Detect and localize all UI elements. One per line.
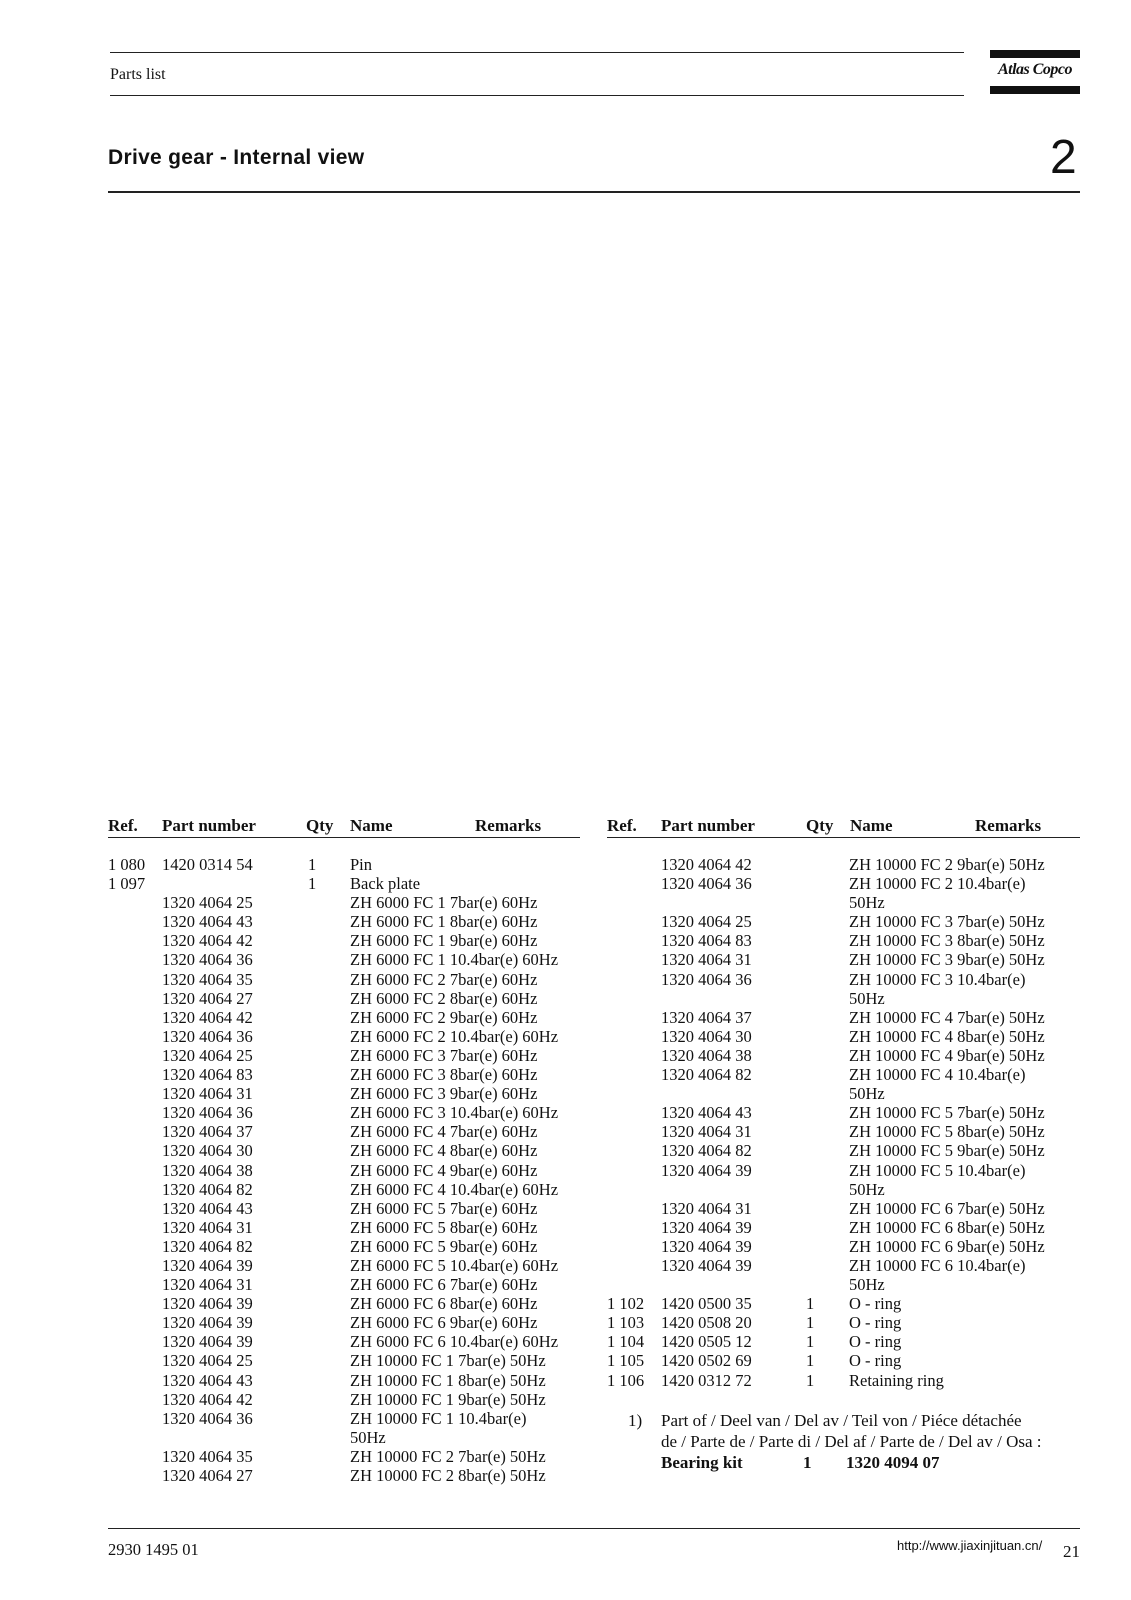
right-header-name: Name (850, 816, 893, 835)
name-cell: ZH 6000 FC 4 8bar(e) 60Hz (350, 1141, 538, 1161)
part-number-cell: 1320 4064 31 (162, 1217, 253, 1237)
name-cell: ZH 6000 FC 6 10.4bar(e) 60Hz (350, 1332, 559, 1352)
left-header-qty: Qty (306, 816, 334, 835)
name-cell: ZH 10000 FC 5 7bar(e) 50Hz (849, 1103, 1045, 1123)
name-cell: ZH 6000 FC 6 7bar(e) 60Hz (350, 1275, 538, 1295)
part-number-cell: 1320 4064 42 (162, 931, 253, 951)
part-number-cell: 1320 4064 39 (661, 1217, 752, 1237)
name-cell: ZH 10000 FC 4 7bar(e) 50Hz (849, 1007, 1045, 1027)
section-number: 2 (1050, 131, 1077, 184)
table-row (607, 931, 1087, 950)
name-cell: ZH 6000 FC 2 10.4bar(e) 60Hz (350, 1026, 559, 1046)
part-number-cell: 1420 0314 54 (162, 855, 253, 874)
part-number-cell: 1320 4064 82 (661, 1065, 752, 1085)
table-row (607, 1313, 1087, 1332)
table-row (108, 1141, 588, 1160)
name-cell: 50Hz (849, 1084, 885, 1104)
name-cell: 50Hz (849, 893, 885, 913)
name-cell: O - ring (849, 1351, 902, 1371)
logo-bottom-bar (990, 86, 1080, 94)
name-cell: ZH 6000 FC 5 7bar(e) 60Hz (350, 1198, 538, 1218)
part-number-cell: 1320 4064 39 (661, 1255, 752, 1275)
name-cell: ZH 6000 FC 3 10.4bar(e) 60Hz (350, 1103, 559, 1123)
part-number-cell: 1320 4064 27 (162, 1466, 253, 1485)
right-header-part-number: Part number (661, 816, 755, 835)
name-cell: ZH 10000 FC 3 8bar(e) 50Hz (849, 931, 1045, 951)
part-number-cell: 1320 4064 37 (162, 1122, 253, 1142)
footnote-mark: 1) (628, 1411, 643, 1430)
part-number-cell: 1420 0505 12 (661, 1332, 752, 1352)
table-row (108, 1371, 588, 1390)
table-row (607, 893, 1087, 912)
table-row (607, 1256, 1087, 1275)
left-header-name: Name (350, 816, 393, 835)
part-number-cell: 1320 4064 35 (162, 969, 253, 989)
ref-cell: 1 097 (108, 874, 146, 894)
name-cell: ZH 6000 FC 5 9bar(e) 60Hz (350, 1236, 538, 1256)
table-row (607, 1027, 1087, 1046)
name-cell: ZH 10000 FC 6 7bar(e) 50Hz (849, 1198, 1045, 1218)
part-number-cell: 1320 4064 30 (661, 1026, 752, 1046)
ref-cell: 1 104 (607, 1332, 645, 1352)
table-row (607, 1351, 1087, 1370)
part-number-cell: 1320 4064 82 (661, 1141, 752, 1161)
ref-cell: 1 106 (607, 1370, 645, 1390)
table-row (607, 950, 1087, 969)
part-number-cell: 1320 4064 37 (661, 1007, 752, 1027)
header-bottom-rule (110, 95, 964, 96)
left-header-rule (108, 837, 580, 838)
name-cell: ZH 10000 FC 4 9bar(e) 50Hz (849, 1045, 1045, 1065)
table-row (108, 855, 588, 874)
part-number-cell: 1320 4064 30 (162, 1141, 253, 1161)
part-number-cell: 1320 4064 35 (162, 1446, 253, 1466)
table-row (108, 989, 588, 1008)
table-row (108, 1008, 588, 1027)
part-number-cell: 1320 4064 82 (162, 1179, 253, 1199)
page-number: 21 (1063, 1542, 1080, 1561)
name-cell: ZH 10000 FC 4 8bar(e) 50Hz (849, 1026, 1045, 1046)
name-cell: 50Hz (849, 1179, 885, 1199)
part-number-cell: 1320 4064 43 (162, 1370, 253, 1390)
table-row (607, 1008, 1087, 1027)
right-header-rule (607, 837, 1080, 838)
table-row (108, 1409, 588, 1428)
name-cell: ZH 6000 FC 1 10.4bar(e) 60Hz (350, 950, 559, 970)
footnote-line-1: Part of / Deel van / Del av / Teil von / Piéce détachée (661, 1411, 1022, 1430)
right-header-qty: Qty (806, 816, 834, 835)
name-cell: ZH 10000 FC 6 9bar(e) 50Hz (849, 1236, 1045, 1256)
part-number-cell: 1320 4064 39 (162, 1313, 253, 1333)
name-cell: ZH 10000 FC 1 10.4bar(e) (350, 1408, 527, 1428)
name-cell: ZH 10000 FC 2 9bar(e) 50Hz (849, 855, 1045, 874)
name-cell: Back plate (350, 874, 421, 894)
table-row (108, 1466, 588, 1485)
table-row (607, 989, 1087, 1008)
name-cell: 50Hz (849, 988, 885, 1008)
part-number-cell: 1320 4064 36 (162, 1408, 253, 1428)
table-row (108, 912, 588, 931)
source-url: http://www.jiaxinjituan.cn/ (897, 1538, 1043, 1553)
part-number-cell: 1420 0502 69 (661, 1351, 752, 1371)
right-parts-table (607, 855, 1087, 1390)
table-row (607, 1065, 1087, 1084)
table-row (607, 1180, 1087, 1199)
qty-cell: 1 (806, 1370, 815, 1390)
part-number-cell: 1320 4064 36 (661, 874, 752, 894)
footer-rule (108, 1528, 1080, 1529)
part-number-cell: 1320 4064 25 (661, 912, 752, 932)
part-number-cell: 1320 4064 36 (661, 969, 752, 989)
table-row (607, 1122, 1087, 1141)
name-cell: ZH 10000 FC 2 7bar(e) 50Hz (350, 1446, 546, 1466)
parts-list-label: Parts list (110, 66, 166, 83)
ref-cell: 1 103 (607, 1313, 645, 1333)
name-cell: ZH 10000 FC 5 10.4bar(e) (849, 1160, 1026, 1180)
table-row (108, 1313, 588, 1332)
name-cell: ZH 10000 FC 4 10.4bar(e) (849, 1065, 1026, 1085)
left-header-ref: Ref. (108, 816, 138, 835)
part-number-cell: 1320 4064 82 (162, 1236, 253, 1256)
qty-cell: 1 (806, 1294, 815, 1314)
part-number-cell: 1420 0312 72 (661, 1370, 752, 1390)
header-top-rule (110, 52, 964, 53)
part-number-cell: 1320 4064 42 (162, 1389, 253, 1409)
left-header-part-number: Part number (162, 816, 256, 835)
left-header-remarks: Remarks (475, 816, 542, 835)
name-cell: ZH 10000 FC 6 8bar(e) 50Hz (849, 1217, 1045, 1237)
name-cell: 50Hz (350, 1427, 386, 1447)
table-row (108, 1447, 588, 1466)
qty-cell: 1 (806, 1332, 815, 1352)
name-cell: ZH 10000 FC 3 7bar(e) 50Hz (849, 912, 1045, 932)
table-row (108, 1332, 588, 1351)
table-row (607, 1046, 1087, 1065)
part-number-cell: 1320 4064 39 (162, 1294, 253, 1314)
table-row (108, 1428, 588, 1447)
table-row (108, 1294, 588, 1313)
name-cell: ZH 10000 FC 3 9bar(e) 50Hz (849, 950, 1045, 970)
part-number-cell: 1320 4064 39 (162, 1255, 253, 1275)
name-cell: ZH 6000 FC 1 9bar(e) 60Hz (350, 931, 538, 951)
table-row (108, 950, 588, 969)
part-number-cell: 1320 4064 25 (162, 893, 253, 913)
name-cell: ZH 6000 FC 3 7bar(e) 60Hz (350, 1045, 538, 1065)
name-cell: ZH 6000 FC 2 9bar(e) 60Hz (350, 1007, 538, 1027)
right-header-ref: Ref. (607, 816, 637, 835)
page-title: Drive gear - Internal view (108, 146, 365, 169)
table-row (607, 1218, 1087, 1237)
part-number-cell: 1320 4064 38 (162, 1160, 253, 1180)
left-parts-table (108, 855, 588, 1485)
atlas-copco-logo (990, 50, 1080, 94)
table-row (607, 970, 1087, 989)
part-number-cell: 1320 4064 42 (162, 1007, 253, 1027)
qty-cell: 1 (308, 874, 317, 894)
name-cell: ZH 6000 FC 2 7bar(e) 60Hz (350, 969, 538, 989)
part-number-cell: 1320 4064 31 (661, 1198, 752, 1218)
table-row (108, 931, 588, 950)
name-cell: ZH 10000 FC 2 8bar(e) 50Hz (350, 1466, 546, 1485)
table-row (607, 1275, 1087, 1294)
part-number-cell: 1320 4064 36 (162, 950, 253, 970)
name-cell: 50Hz (849, 1275, 885, 1295)
table-row (607, 1371, 1087, 1390)
part-number-cell: 1320 4064 42 (661, 855, 752, 874)
part-number-cell: 1320 4064 83 (162, 1065, 253, 1085)
part-number-cell: 1320 4064 31 (661, 950, 752, 970)
ref-cell: 1 102 (607, 1294, 645, 1314)
name-cell: ZH 6000 FC 2 8bar(e) 60Hz (350, 988, 538, 1008)
table-row (108, 1237, 588, 1256)
name-cell: ZH 6000 FC 4 9bar(e) 60Hz (350, 1160, 538, 1180)
name-cell: ZH 10000 FC 3 10.4bar(e) (849, 969, 1026, 989)
name-cell: ZH 6000 FC 5 10.4bar(e) 60Hz (350, 1255, 559, 1275)
part-number-cell: 1320 4064 36 (162, 1026, 253, 1046)
qty-cell: 1 (308, 855, 317, 874)
part-number-cell: 1320 4064 31 (162, 1084, 253, 1104)
kit-qty: 1 (803, 1453, 812, 1472)
table-row (607, 1103, 1087, 1122)
table-row (108, 874, 588, 893)
table-row (108, 893, 588, 912)
title-rule (108, 191, 1080, 193)
ref-cell: 1 105 (607, 1351, 645, 1371)
table-row (108, 1122, 588, 1141)
part-number-cell: 1320 4064 43 (661, 1103, 752, 1123)
table-row (108, 1275, 588, 1294)
name-cell: ZH 6000 FC 3 8bar(e) 60Hz (350, 1065, 538, 1085)
name-cell: Retaining ring (849, 1370, 944, 1390)
table-row (607, 1199, 1087, 1218)
table-row (607, 1294, 1087, 1313)
table-row (607, 855, 1087, 874)
part-number-cell: 1320 4064 43 (162, 1198, 253, 1218)
ref-cell: 1 080 (108, 855, 146, 874)
table-row (108, 1065, 588, 1084)
part-number-cell: 1320 4064 38 (661, 1045, 752, 1065)
name-cell: ZH 6000 FC 1 8bar(e) 60Hz (350, 912, 538, 932)
part-number-cell: 1320 4064 31 (661, 1122, 752, 1142)
name-cell: ZH 6000 FC 1 7bar(e) 60Hz (350, 893, 538, 913)
name-cell: O - ring (849, 1313, 902, 1333)
part-number-cell: 1320 4064 36 (162, 1103, 253, 1123)
name-cell: ZH 10000 FC 1 8bar(e) 50Hz (350, 1370, 546, 1390)
name-cell: O - ring (849, 1332, 902, 1352)
name-cell: ZH 10000 FC 1 7bar(e) 50Hz (350, 1351, 546, 1371)
name-cell: ZH 10000 FC 5 8bar(e) 50Hz (849, 1122, 1045, 1142)
right-header-remarks: Remarks (975, 816, 1042, 835)
footnote-line-2: de / Parte de / Parte di / Del af / Parte de / Del av / Osa : (661, 1432, 1042, 1451)
part-number-cell: 1320 4064 31 (162, 1275, 253, 1295)
name-cell: ZH 10000 FC 1 9bar(e) 50Hz (350, 1389, 546, 1409)
part-number-cell: 1420 0508 20 (661, 1313, 752, 1333)
table-row (607, 1161, 1087, 1180)
table-row (108, 1046, 588, 1065)
table-row (607, 912, 1087, 931)
name-cell: ZH 10000 FC 6 10.4bar(e) (849, 1255, 1026, 1275)
name-cell: ZH 6000 FC 3 9bar(e) 60Hz (350, 1084, 538, 1104)
table-row (108, 1390, 588, 1409)
table-row (607, 874, 1087, 893)
name-cell: ZH 6000 FC 5 8bar(e) 60Hz (350, 1217, 538, 1237)
logo-text: Atlas Copco (997, 61, 1073, 78)
kit-part-number: 1320 4094 07 (846, 1453, 940, 1472)
document-number: 2930 1495 01 (108, 1540, 199, 1559)
part-number-cell: 1320 4064 39 (661, 1236, 752, 1256)
name-cell: Pin (350, 855, 373, 874)
name-cell: ZH 6000 FC 4 7bar(e) 60Hz (350, 1122, 538, 1142)
table-row (108, 1103, 588, 1122)
part-number-cell: 1320 4064 39 (162, 1332, 253, 1352)
table-row (108, 970, 588, 989)
table-row (607, 1141, 1087, 1160)
name-cell: O - ring (849, 1294, 902, 1314)
name-cell: ZH 6000 FC 6 8bar(e) 60Hz (350, 1294, 538, 1314)
table-row (108, 1218, 588, 1237)
logo-top-bar (990, 50, 1080, 58)
table-row (607, 1332, 1087, 1351)
part-number-cell: 1320 4064 39 (661, 1160, 752, 1180)
part-number-cell: 1320 4064 27 (162, 988, 253, 1008)
name-cell: ZH 10000 FC 5 9bar(e) 50Hz (849, 1141, 1045, 1161)
qty-cell: 1 (806, 1313, 815, 1333)
table-row (108, 1027, 588, 1046)
name-cell: ZH 6000 FC 6 9bar(e) 60Hz (350, 1313, 538, 1333)
table-row (607, 1084, 1087, 1103)
table-row (108, 1351, 588, 1370)
table-row (108, 1084, 588, 1103)
table-row (108, 1199, 588, 1218)
part-number-cell: 1320 4064 25 (162, 1351, 253, 1371)
name-cell: ZH 6000 FC 4 10.4bar(e) 60Hz (350, 1179, 559, 1199)
part-number-cell: 1320 4064 43 (162, 912, 253, 932)
table-row (108, 1161, 588, 1180)
part-number-cell: 1320 4064 83 (661, 931, 752, 951)
part-number-cell: 1320 4064 25 (162, 1045, 253, 1065)
part-number-cell: 1420 0500 35 (661, 1294, 752, 1314)
table-row (108, 1256, 588, 1275)
name-cell: ZH 10000 FC 2 10.4bar(e) (849, 874, 1026, 894)
table-row (607, 1237, 1087, 1256)
kit-name: Bearing kit (661, 1453, 743, 1472)
qty-cell: 1 (806, 1351, 815, 1371)
table-row (108, 1180, 588, 1199)
